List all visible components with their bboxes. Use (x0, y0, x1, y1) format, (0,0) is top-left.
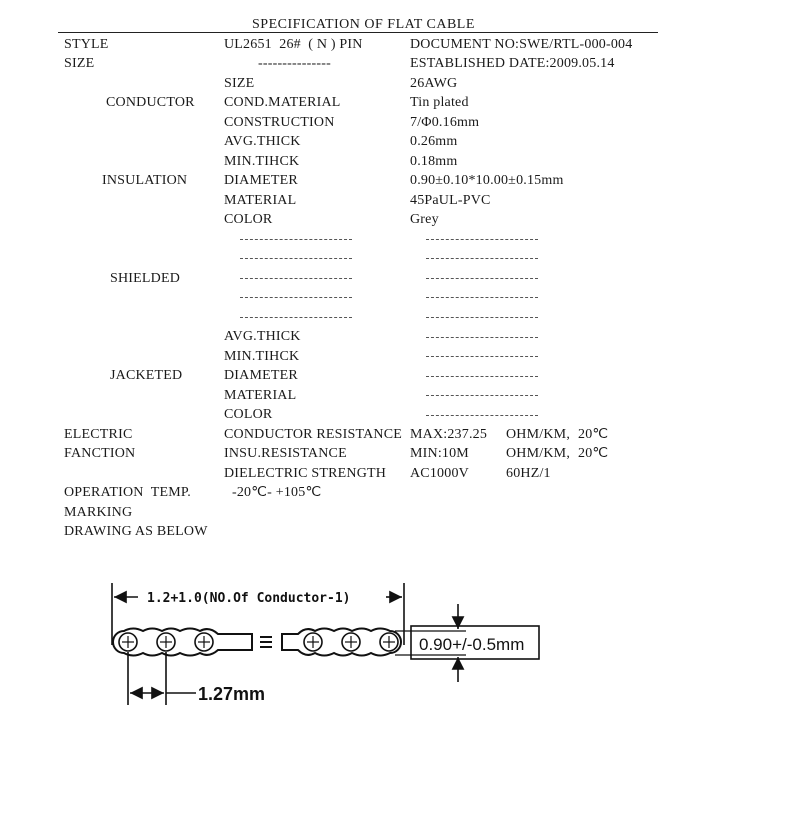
cond-material-value: Tin plated (410, 95, 469, 110)
insulation-min-thick-value: 0.18mm (410, 154, 458, 169)
size-dash: --------------- (258, 56, 331, 71)
jacketed-diameter-label: DIAMETER (224, 368, 298, 383)
construction-label: CONSTRUCTION (224, 115, 335, 130)
jacketed-color-label: COLOR (224, 407, 273, 422)
electric-group-label: ELECTRIC (64, 427, 133, 442)
drawing-label: DRAWING AS BELOW (64, 524, 208, 539)
conductor-resistance-temp: 20℃ (578, 427, 609, 442)
insu-resistance-label: INSU.RESISTANCE (224, 446, 347, 461)
style-value: UL2651 26# ( N ) PIN (224, 37, 363, 52)
established-date: ESTABLISHED DATE:2009.05.14 (410, 56, 615, 71)
conductor-size-value: 26AWG (410, 76, 458, 91)
jacketed-material-label: MATERIAL (224, 388, 297, 403)
insulation-diameter-label: DIAMETER (224, 173, 298, 188)
fanction-group-label: FANCTION (64, 446, 136, 461)
dielectric-strength-label: DIELECTRIC STRENGTH (224, 466, 387, 481)
thickness-text: 0.90+/-0.5mm (419, 635, 525, 654)
conductor-resistance-value: MAX:237.25 (410, 427, 488, 442)
operation-temp-label: OPERATION TEMP. (64, 485, 192, 500)
insu-resistance-unit: OHM/KM, (506, 446, 571, 461)
dielectric-strength-value: AC1000V (410, 466, 469, 481)
cond-material-label: COND.MATERIAL (224, 95, 341, 110)
conductor-crosshairs (122, 636, 395, 648)
conductor-resistance-unit: OHM/KM, (506, 427, 571, 442)
construction-value: 7/Φ0.16mm (410, 115, 480, 130)
size-label: SIZE (64, 56, 95, 71)
conductor-size-label: SIZE (224, 76, 255, 91)
marking-label: MARKING (64, 505, 133, 520)
insulation-material-value: 45PaUL-PVC (410, 193, 491, 208)
insulation-diameter-value: 0.90±0.10*10.00±0.15mm (410, 173, 564, 188)
insulation-color-label: COLOR (224, 212, 273, 227)
jacketed-group-label: JACKETED (110, 368, 183, 383)
insulation-material-label: MATERIAL (224, 193, 297, 208)
conductor-resistance-label: CONDUCTOR RESISTANCE (224, 427, 403, 442)
operation-temp-value: -20℃- +105℃ (232, 485, 322, 500)
style-label: STYLE (64, 37, 109, 52)
insulation-min-thick-label: MIN.TIHCK (224, 154, 300, 169)
pitch-text: 1.27mm (198, 684, 266, 704)
page-title: SPECIFICATION OF FLAT CABLE (252, 17, 475, 32)
jacketed-min-thick-label: MIN.TIHCK (224, 349, 300, 364)
width-formula-text: 1.2+1.0(NO.Of Conductor-1) (147, 591, 351, 606)
insu-resistance-temp: 20℃ (578, 446, 609, 461)
document-number: DOCUMENT NO:SWE/RTL-000-004 (410, 37, 633, 52)
dielectric-strength-unit: 60HZ/1 (506, 466, 551, 481)
insulation-avg-thick-value: 0.26mm (410, 134, 458, 149)
insulation-group-label: INSULATION (102, 173, 188, 188)
insulation-avg-thick-label: AVG.THICK (224, 134, 301, 149)
shielded-group-label: SHIELDED (110, 271, 181, 286)
insulation-color-value: Grey (410, 212, 439, 227)
jacketed-avg-thick-label: AVG.THICK (224, 329, 301, 344)
conductor-group-label: CONDUCTOR (106, 95, 195, 110)
insu-resistance-value: MIN:10M (410, 446, 469, 461)
